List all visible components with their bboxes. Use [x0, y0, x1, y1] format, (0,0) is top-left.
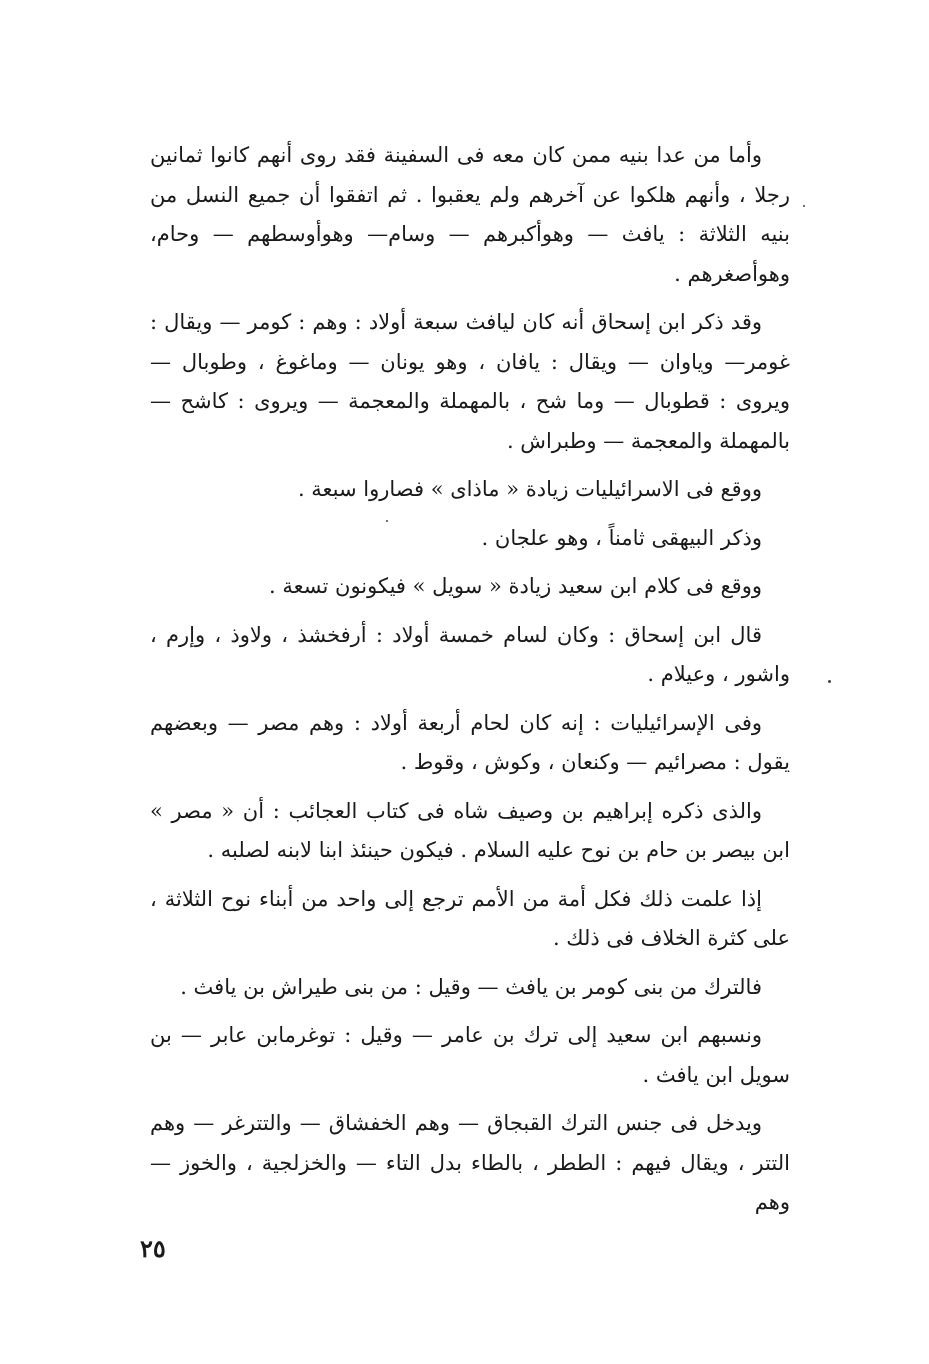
paragraph-7: وفى الإسرائيليات : إنه كان لحام أربعة أولاد : وهم مصر — وبعضهم يقول : مصرائيم — وكنعان ، وكوش ، وقوط .: [150, 710, 790, 774]
paragraph-12: ويدخل فى جنس الترك القبجاق — وهم الخفشاق — والتترغر — وهم التتر ، ويقال فيهم : الططر ، بالطاء بدل التاء — والخزلجية ، والخوز — وهم: [150, 1111, 790, 1214]
paragraph-8: والذى ذكره إبراهيم بن وصيف شاه فى كتاب العجائب : أن « مصر » ابن بيصر بن حام بن نوح عليه السلام . فيكون حينئذ ابنا لابنه لصلبه .: [150, 798, 790, 862]
paragraph-3: ووقع فى الاسرائيليات زيادة « ماذاى » فصاروا سبعة .: [297, 477, 762, 501]
paragraph-2: وقد ذكر ابن إسحاق أنه كان ليافث سبعة أولاد : وهم : كومر — ويقال : غومر— وياوان — ويقال : يافان ، وهو يونان — وماغوغ ، وطوبال — ويروى : قطوبال — وما شح ، بالمهملة والمعجمة — ويروى : كاشح — بالمهملة والمعجمة — وطبراش .: [150, 310, 790, 453]
paragraph-4: وذكر البيهقى ثامناً ، وهو علجان .: [481, 525, 762, 550]
scan-speck: [803, 205, 805, 207]
paragraph-11: ونسبهم ابن سعيد إلى ترك بن عامر — وقيل : توغرمابن عابر — بن سويل ابن يافث .: [150, 1023, 790, 1087]
paragraph-6: قال ابن إسحاق : وكان لسام خمسة أولاد : أرفخشذ ، ولاوذ ، وإرم ، واشور ، وعيلام .: [150, 622, 790, 686]
scan-speck: [386, 520, 388, 522]
scan-speck: [828, 680, 831, 683]
paragraph-1: وأما من عدا بنيه ممن كان معه فى السفينة فقد روى أنهم كانوا ثمانين رجلا ، وأنهم هلكوا عن آخرهم ولم يعقبوا . ثم اتفقوا أن جميع النسل من بنيه الثلاثة : يافث — وهوأكبرهم — وسام— وهوأوسطهم — وحام، وهوأصغرهم .: [150, 143, 790, 286]
paragraph-10: فالترك من بنى كومر بن يافث — وقيل : من بنى طيراش بن يافث .: [180, 974, 762, 999]
paragraph-5: ووقع فى كلام ابن سعيد زيادة « سويل » فيكونون تسعة .: [269, 574, 762, 598]
page-number: ٢٥: [140, 1234, 166, 1263]
body-text: [150, 136, 790, 1232]
paragraph-9: إذا علمت ذلك فكل أمة من الأمم ترجع إلى واحد من أبناء نوح الثلاثة ، على كثرة الخلاف فى ذلك .: [150, 886, 790, 950]
